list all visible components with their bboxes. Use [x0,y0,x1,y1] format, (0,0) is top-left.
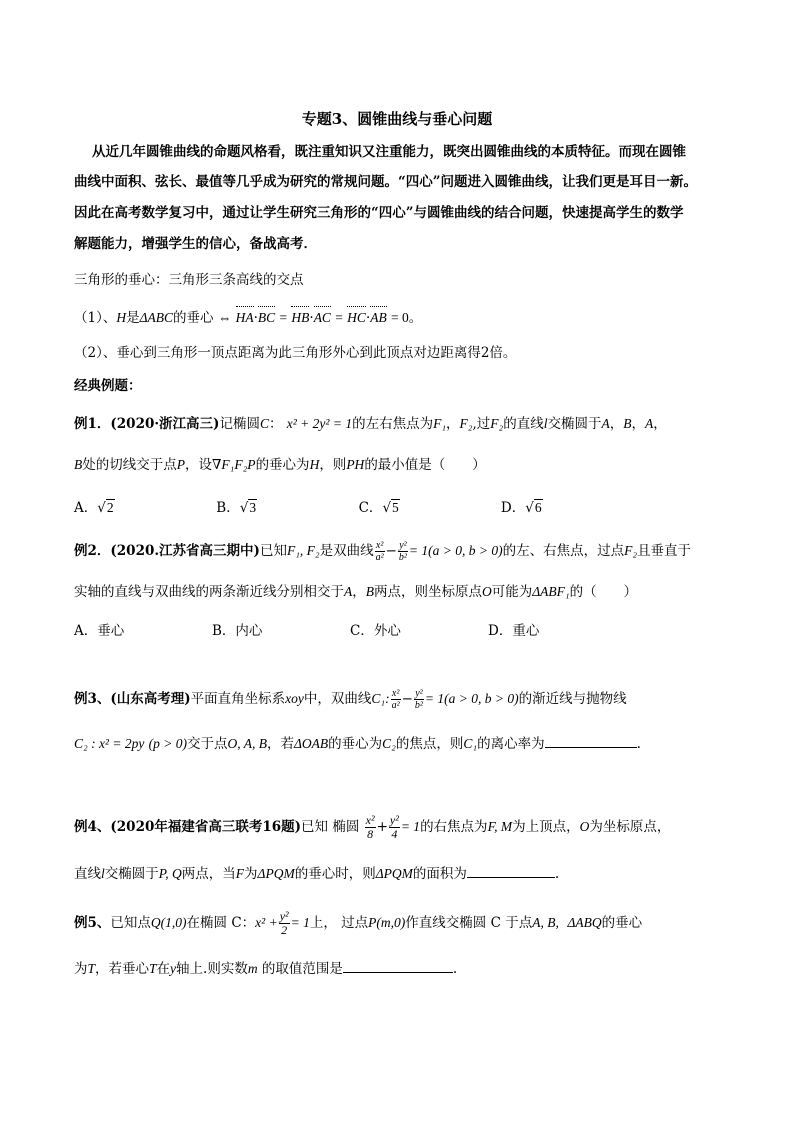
example-2-line-1: 例2．(2020.江苏省高三期中)已知F₁, F₂是双曲线 $\frac{\text{x²}}{\text{a²}}$ − $\frac{\text{y²}}{\text{b²}}$ = 1(a > 0, b > 0)的左、右焦点，过点F₂且垂直于 [74,540,692,563]
example-5-line-2: 为T，若垂心T在y轴上.则实数m 的取值范围是 . [74,958,754,979]
example-1-line-1: 例1．(2020·浙江高三)记椭圆C： x² + 2y² = 1的左右焦点为F₁，F₂,过F₂的直线l交椭圆于A，B，A， [74,416,667,432]
answer-blank[interactable] [343,958,453,973]
intro-line-2: 曲线中面积、弦长、最值等几乎成为研究的常规问题。“四心”问题进入圆锥曲线，让我们更是耳目一新。 [74,174,698,190]
fraction: $\frac{\text{y²}}{\text{b²}}$ [414,688,423,711]
example-3-line-1: 例3、(山东高考理)平面直角坐标系xoy中，双曲线C₁: $\frac{\text{x²}}{\text{a²}}$ − $\frac{\text{y²}}{\text{b²}}$ = 1(a > 0, b > 0)的渐近线与抛物线 [74,688,627,711]
page-title: 专题3、圆锥曲线与垂心问题 [301,110,493,128]
examples-heading: 经典例题： [74,378,142,394]
answer-blank[interactable] [467,863,555,878]
option-a: A．垂心 [74,623,125,639]
option-c: C．√5 [358,500,399,516]
option-c: C．外心 [350,623,401,639]
example-1-line-2: B处的切线交于点P，设∇F₁F₂P的垂心为H，则PH的最小值是（ ） [74,457,486,473]
intro-line-3: 因此在高考数学复习中，通过让学生研究三角形的“四心”与圆锥曲线的结合问题，快速提高学生的数学 [74,205,684,221]
example-5-line-1: 例5、已知点Q(1,0)在椭圆 C：x² + $\frac{\text{y²}}{2}$ = 1上， 过点P(m,0)作直线交椭圆 C 于点A, B, ΔABQ的垂心 [74,909,643,937]
fraction: $\frac{\text{y²}}{2}$ [279,909,289,937]
answer-blank[interactable] [545,733,637,748]
example-4-line-2: 直线l交椭圆于P, Q两点，当F为ΔPQM的垂心时，则ΔPQM的面积为 . [74,863,754,884]
fraction: $\frac{\text{x²}}{8}$ [365,813,375,841]
property-1: （1）、H是ΔABC的垂心 ⇔ HA·BC = HB·AC = HC·AB = 0。 [74,310,423,326]
example-3-line-2: C₂ : x² = 2py (p > 0)交于点O, A, B，若ΔOAB的垂心为C₂的焦点，则C₁的离心率为 . [74,733,754,754]
intro-line-1: 从近几年圆锥曲线的命题风格看，既注重知识又注重能力，既突出圆锥曲线的本质特征。而现在圆锥 [92,144,686,160]
option-b: B．√3 [216,500,257,516]
option-d: D．重心 [488,623,540,639]
example-2-options [74,621,754,641]
option-a: A．√2 [74,500,114,516]
intro-line-4: 解题能力，增强学生的信心，备战高考． [74,236,317,252]
example-4-line-1: 例4、(2020年福建省高三联考16题)已知 椭圆 $\frac{\text{x²}}{8}$ + $\frac{\text{y²}}{4}$ = 1的右焦点为F, M为上顶点，O为坐标原点， [74,813,671,841]
orthocenter-definition: 三角形的垂心：三角形三条高线的交点 [74,272,304,288]
fraction: $\frac{\text{x²}}{\text{a²}}$ [375,540,384,563]
fraction: $\frac{\text{y²}}{\text{b²}}$ [398,540,407,563]
option-d: D．√6 [500,500,542,516]
option-b: B．内心 [212,623,263,639]
fraction: $\frac{\text{x²}}{\text{a²}}$ [391,688,400,711]
example-2-line-2: 实轴的直线与双曲线的两条渐近线分别相交于A，B两点，则坐标原点O可能为ΔABF₁的（ ） [74,584,638,600]
property-2: （2）、垂心到三角形一顶点距离为此三角形外心到此顶点对边距离得2倍。 [74,345,517,361]
example-1-options [74,498,754,518]
fraction: $\frac{\text{y²}}{4}$ [389,813,399,841]
